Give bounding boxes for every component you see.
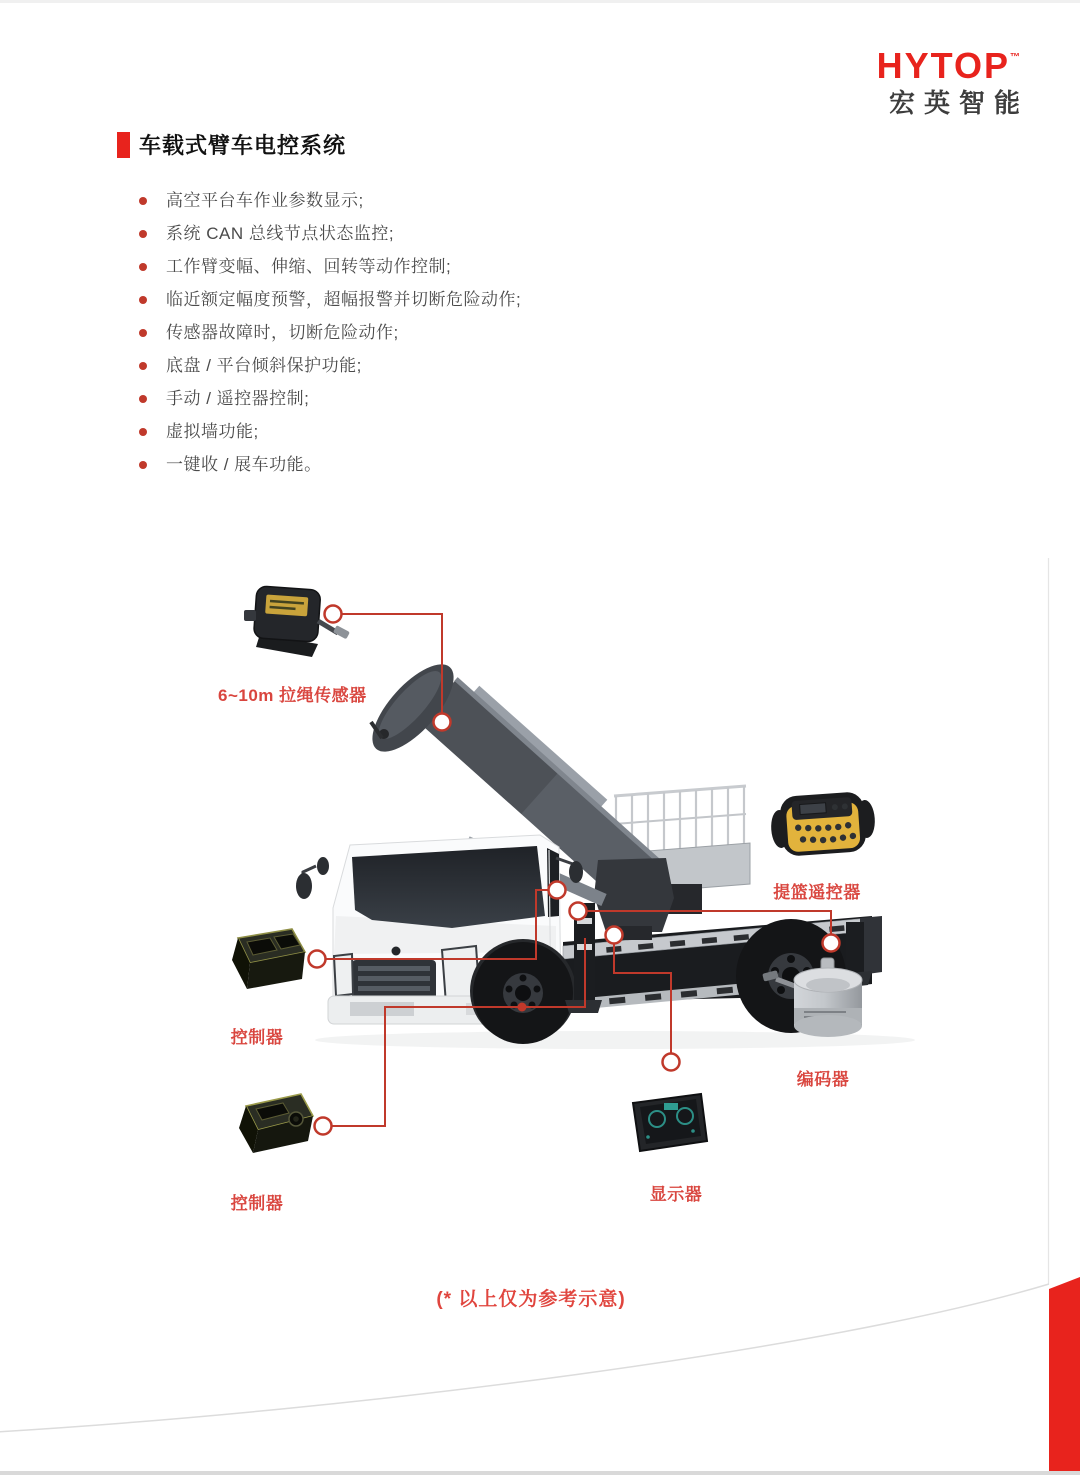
callout-marker-display-source	[606, 927, 623, 944]
label-encoder: 编码器	[796, 1070, 850, 1089]
label-controller-rear: 控制器	[230, 1194, 284, 1213]
feature-item: 虚拟墙功能;	[137, 415, 521, 448]
callout-marker-controller-front-source	[309, 951, 326, 968]
callout-marker-controller-rear-source	[315, 1118, 332, 1135]
feature-item: 高空平台车作业参数显示;	[137, 184, 521, 217]
callout-marker-rope-sensor-target	[434, 714, 451, 731]
feature-item: 底盘 / 平台倾斜保护功能;	[137, 349, 521, 382]
label-controller-front: 控制器	[230, 1028, 284, 1047]
feature-item: 临近额定幅度预警，超幅报警并切断危险动作;	[137, 283, 521, 316]
callout-marker-encoder-source	[570, 903, 587, 920]
feature-item: 传感器故障时，切断危险动作;	[137, 316, 521, 349]
feature-item: 工作臂变幅、伸缩、回转等动作控制;	[137, 250, 521, 283]
controller-rear-device	[239, 1094, 313, 1153]
callout-marker-rope-sensor-source	[325, 606, 342, 623]
brand-logo-wordmark: HYTOP™	[876, 45, 1020, 86]
controller-front-device	[232, 929, 305, 989]
label-basket-remote: 提篮遥控器	[773, 883, 861, 902]
basket-remote-device	[769, 790, 877, 857]
brand-logo-chinese: 宏英智能	[888, 88, 1029, 118]
feature-item: 系统 CAN 总线节点状态监控;	[137, 217, 521, 250]
label-rope-sensor: 6~10m 拉绳传感器	[218, 686, 367, 705]
display-device	[633, 1094, 707, 1151]
callout-marker-encoder-target	[823, 935, 840, 952]
page-bottom-edge	[0, 1471, 1080, 1475]
callout-marker-controller-front-target	[549, 882, 566, 899]
trademark-symbol: ™	[1010, 52, 1020, 63]
feature-item: 手动 / 遥控器控制;	[137, 382, 521, 415]
feature-item: 一键收 / 展车功能。	[137, 448, 521, 481]
corner-red-ribbon	[1049, 1277, 1080, 1475]
callout-marker-display-target	[663, 1054, 680, 1071]
callout-junction-dot	[518, 1003, 527, 1012]
footer-note: (* 以上仅为参考示意)	[436, 1289, 626, 1310]
page-title: 车载式臂车电控系统	[139, 133, 347, 158]
front-wheel	[470, 939, 576, 1044]
label-display: 显示器	[649, 1185, 703, 1204]
